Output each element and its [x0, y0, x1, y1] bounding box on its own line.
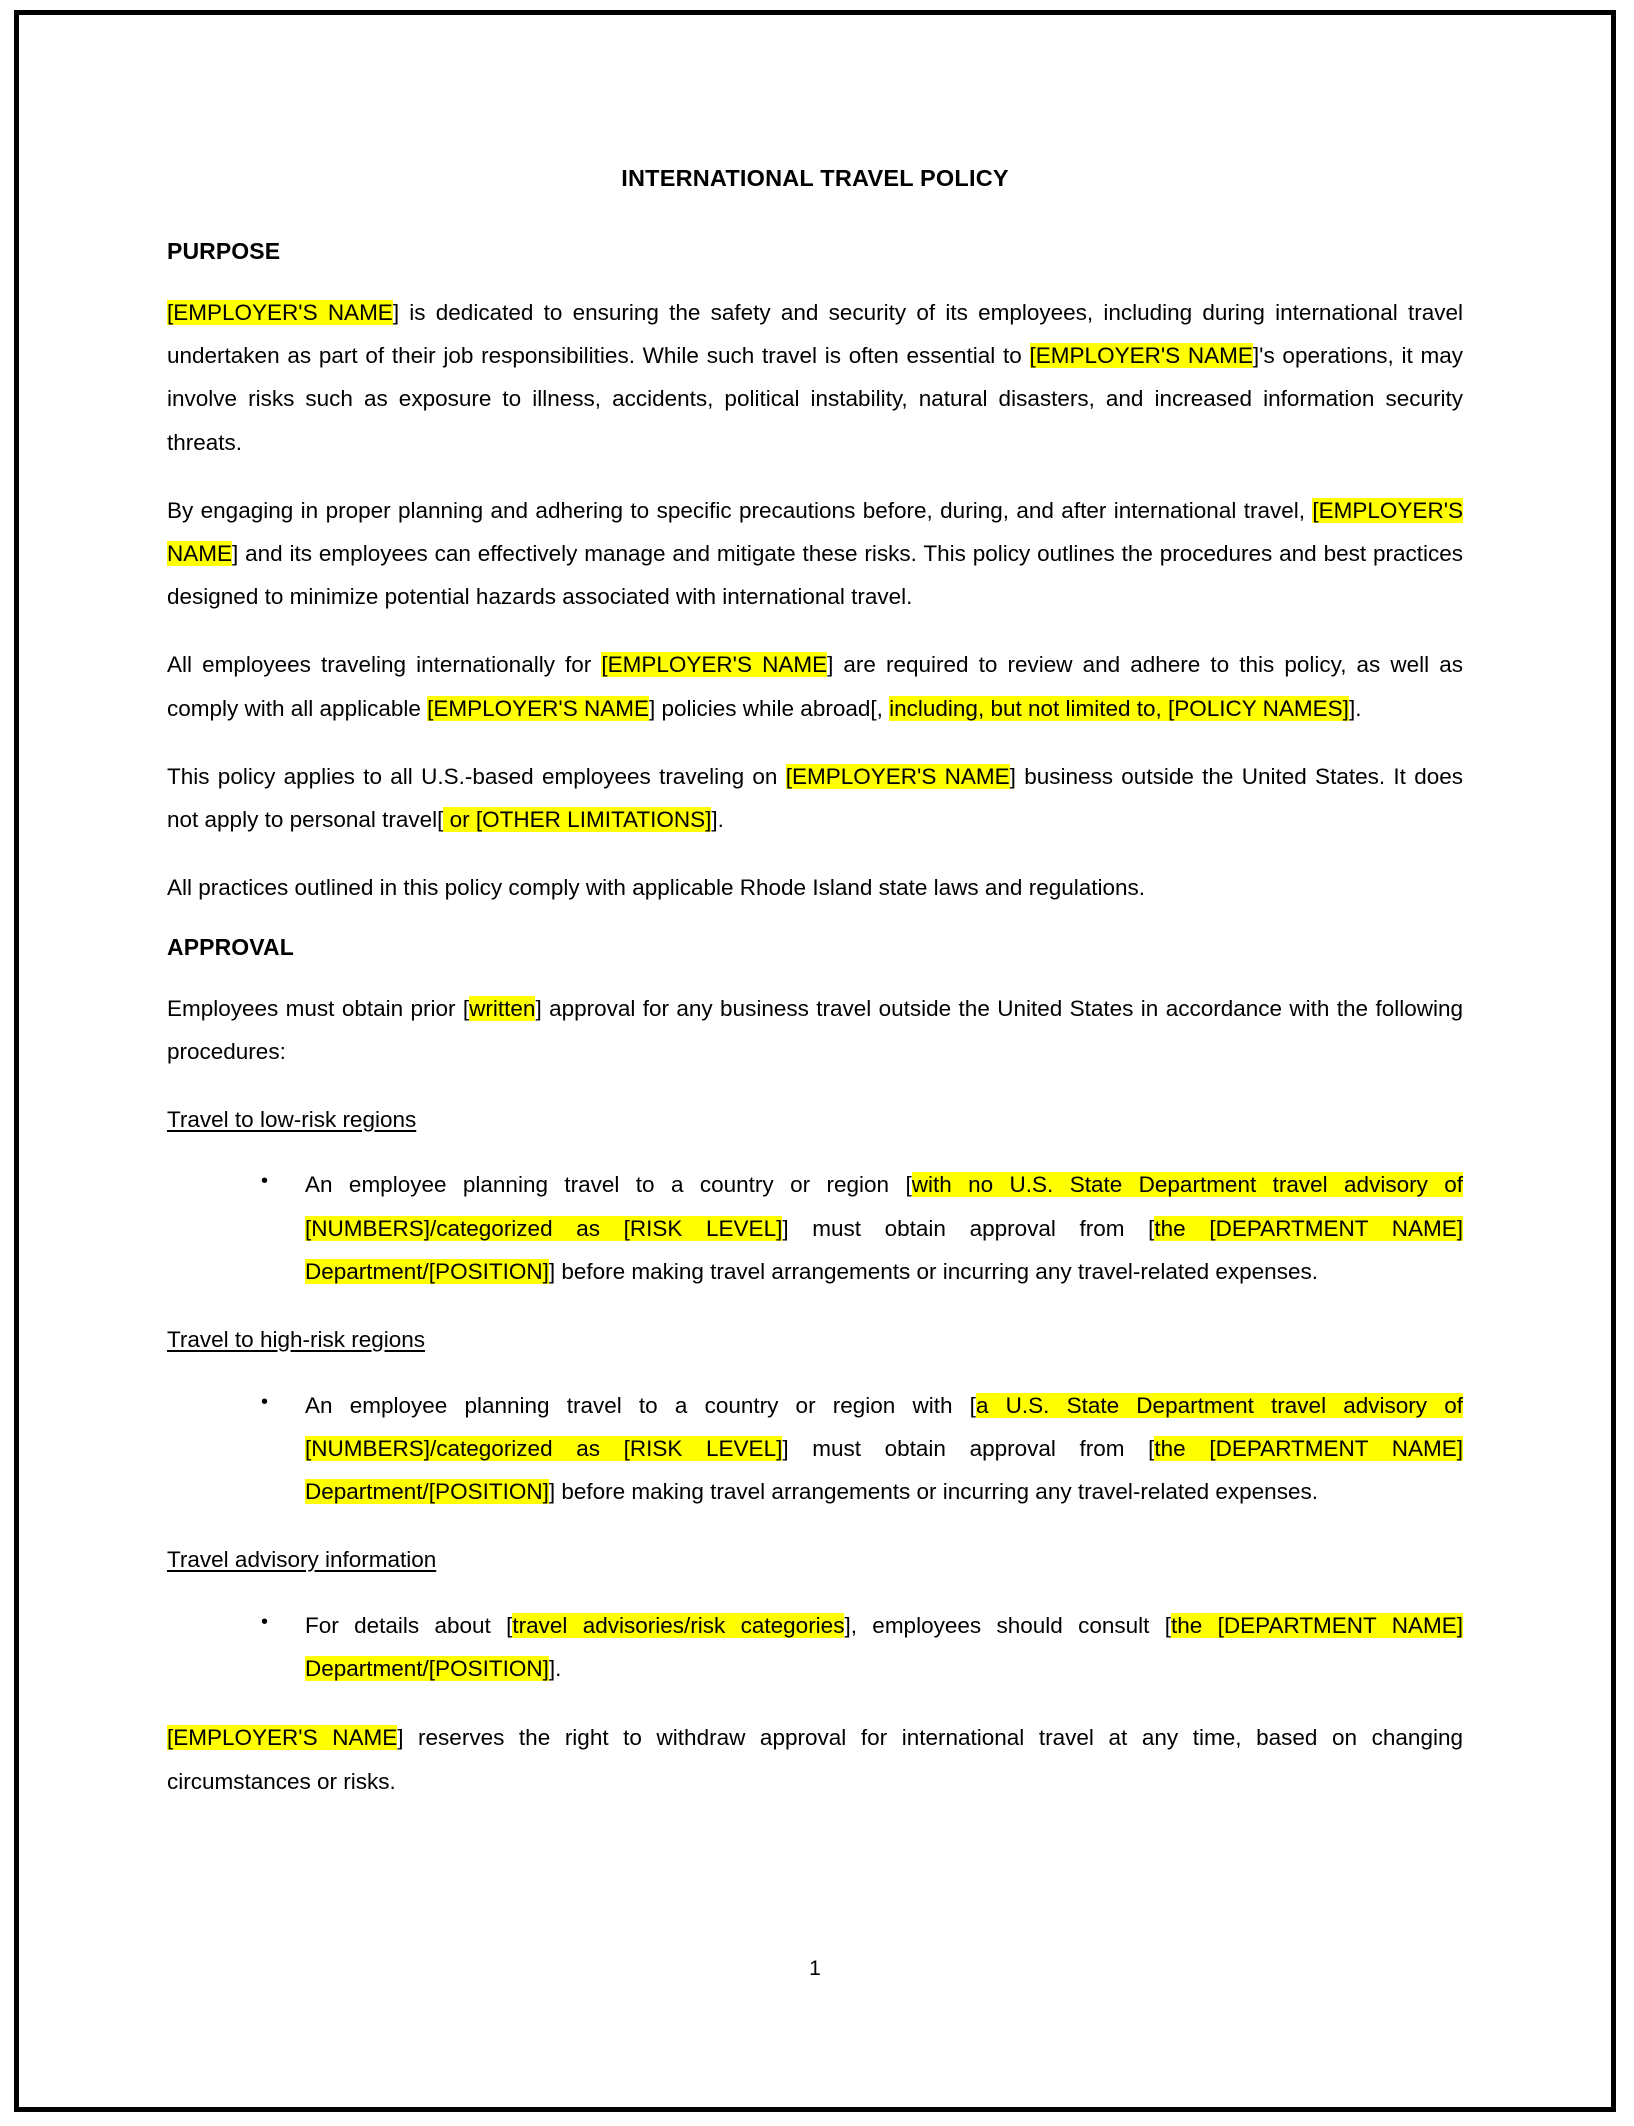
highlight-employer-name: [EMPLOYER'S NAME — [1029, 343, 1253, 369]
list-item — [261, 1384, 1463, 1514]
purpose-paragraph-4 — [167, 755, 1463, 841]
text-run: ]'s operations, it may involve risks such as exposure to illness, accidents, political instability, natural disasters, and increased information security threats. — [167, 343, 1463, 455]
subheading-travel-advisory-information: Travel advisory information — [167, 1547, 437, 1573]
highlight-other-limitations: or [OTHER LIMITATIONS] — [443, 806, 712, 832]
text-run: ]. — [711, 806, 724, 832]
text-run: By engaging in proper planning and adhering to specific precautions before, during, and after international travel, — [167, 497, 1313, 523]
text-run: For details about [ — [305, 1613, 513, 1638]
highlight-advisory-criteria: with no U.S. State Department travel advisory of [NUMBERS]/categorized as [RISK LEVEL] — [305, 1172, 1463, 1241]
approval-closing-paragraph — [167, 1716, 1463, 1802]
text-run: ] is dedicated to ensuring the safety and security of its employees, including during international travel undertaken as part of their job responsibilities. While such travel is often essential to — [167, 300, 1463, 369]
text-run: ] approval for any business travel outside the United States in accordance with the following procedures: — [167, 996, 1463, 1065]
highlight-department-position: the [DEPARTMENT NAME] Department/[POSITION] — [305, 1215, 1464, 1284]
text-run: ] must obtain approval from [ — [782, 1215, 1155, 1241]
text-run: Employees must obtain prior [ — [167, 996, 470, 1022]
text-run: ] policies while abroad[, — [648, 695, 890, 721]
page-number: 1 — [809, 1957, 821, 1980]
bullet-list-high-risk — [167, 1384, 1463, 1514]
purpose-paragraph-3 — [167, 643, 1463, 729]
text-run: ]. — [1348, 695, 1362, 721]
text-run: ], employees should consult [ — [844, 1613, 1171, 1638]
highlight-department-position: the [DEPARTMENT NAME] Department/[POSITION] — [305, 1613, 1463, 1682]
purpose-paragraph-5 — [167, 866, 1463, 909]
page-sheet — [14, 10, 1616, 2112]
subheading-high-risk-regions: Travel to high-risk regions — [167, 1326, 426, 1352]
text-run: All employees traveling internationally for — [167, 652, 602, 678]
highlight-written: written — [469, 996, 536, 1022]
highlight-employer-name: [EMPLOYER'S NAME — [601, 652, 828, 678]
page-content — [19, 15, 1611, 2107]
text-run: An employee planning travel to a country or region [ — [305, 1172, 912, 1198]
section-heading-approval: APPROVAL — [167, 934, 294, 961]
bullet-list-low-risk — [167, 1163, 1463, 1293]
text-run: This policy applies to all U.S.-based employees traveling on — [167, 763, 786, 789]
text-run: ] before making travel arrangements or incurring any travel-related expenses. — [548, 1479, 1318, 1505]
text-run: ] business outside the United States. It does not apply to personal travel[ — [167, 763, 1463, 832]
bullet-list-advisory-info — [167, 1604, 1463, 1690]
approval-paragraph-1 — [167, 987, 1463, 1073]
text-run: ] are required to review and adhere to this policy, as well as comply with all applicable — [167, 652, 1463, 721]
subheading-low-risk-regions: Travel to low-risk regions — [167, 1106, 417, 1132]
section-heading-purpose: PURPOSE — [167, 238, 281, 264]
text-run: ] reserves the right to withdraw approval for international travel at any time, based on changing circumstances or risks. — [167, 1725, 1463, 1794]
highlight-policy-names: including, but not limited to, [POLICY NAMES] — [889, 695, 1349, 721]
highlight-advisory-criteria: a U.S. State Department travel advisory of [NUMBERS]/categorized as [RISK LEVEL] — [305, 1392, 1463, 1461]
text-run: ] and its employees can effectively manage and mitigate these risks. This policy outlines the procedures and best practices designed to minimize potential hazards associated with international travel. — [167, 540, 1463, 610]
text-run: All practices outlined in this policy comply with applicable Rhode Island state laws and regulations. — [167, 875, 1146, 901]
highlight-employer-name: [EMPLOYER'S NAME — [167, 1725, 398, 1751]
purpose-paragraph-1 — [167, 291, 1463, 464]
highlight-travel-advisories: travel advisories/risk categories — [512, 1613, 845, 1638]
text-run: An employee planning travel to a country or region with [ — [305, 1392, 976, 1418]
purpose-paragraph-2 — [167, 489, 1463, 619]
text-run: ] must obtain approval from [ — [782, 1435, 1155, 1461]
text-run: ]. — [548, 1656, 562, 1682]
list-item — [261, 1604, 1463, 1690]
highlight-employer-name: [EMPLOYER'S NAME — [427, 695, 649, 721]
highlight-employer-name: [EMPLOYER'S NAME — [167, 300, 393, 325]
page-title: INTERNATIONAL TRAVEL POLICY — [621, 165, 1009, 191]
highlight-employer-name: [EMPLOYER'S NAME — [785, 763, 1010, 789]
highlight-department-position: the [DEPARTMENT NAME] Department/[POSITION] — [305, 1435, 1464, 1505]
text-run: ] before making travel arrangements or incurring any travel-related expenses. — [548, 1258, 1318, 1284]
list-item — [261, 1163, 1463, 1293]
highlight-employer-name: [EMPLOYER'S NAME — [167, 497, 1463, 566]
